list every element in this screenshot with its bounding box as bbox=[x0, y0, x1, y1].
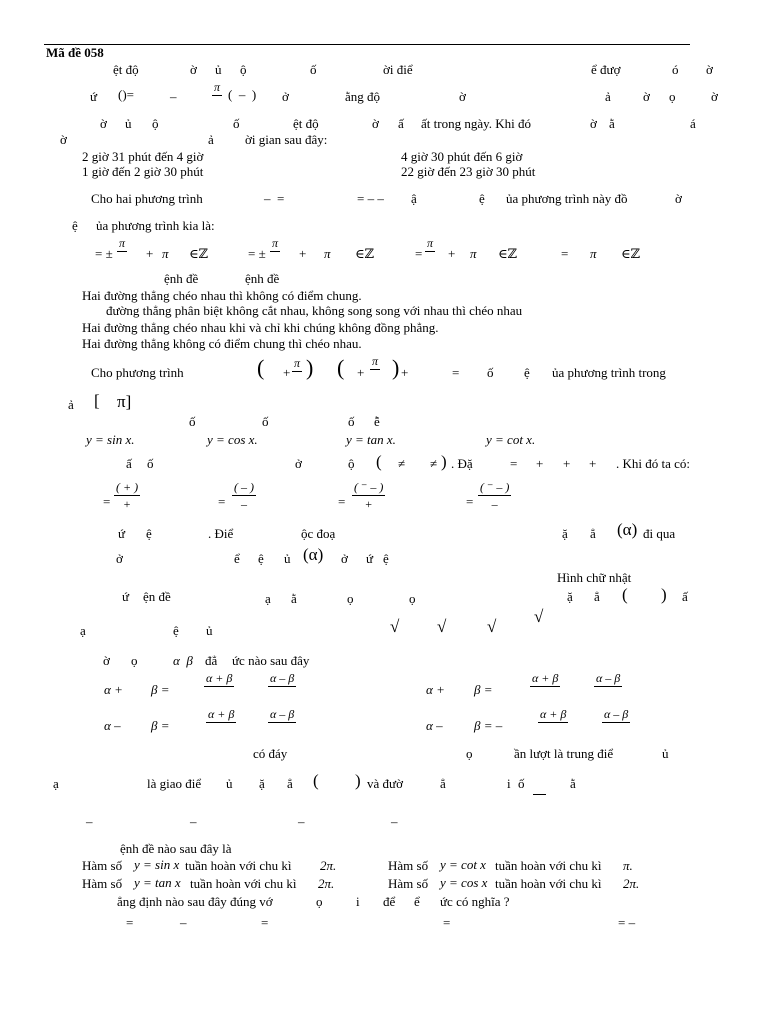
text-fragment: đi qua bbox=[643, 526, 676, 541]
fraction-bar bbox=[270, 251, 280, 252]
text-fragment: ứ bbox=[118, 526, 126, 541]
text-fragment: ở bbox=[295, 456, 302, 471]
fraction-numerator: ( ⁻ – ) bbox=[480, 480, 510, 494]
text-fragment: α – bbox=[426, 718, 443, 733]
text-fragment: ệ bbox=[258, 551, 264, 566]
text-fragment: Cho hai phương trình bbox=[91, 191, 203, 206]
text-fragment: ủ bbox=[125, 116, 132, 131]
fraction-denominator bbox=[550, 725, 557, 737]
fraction bbox=[533, 780, 546, 809]
text-fragment: ộ bbox=[348, 456, 355, 471]
text-fragment: ằ bbox=[570, 776, 576, 791]
fraction bbox=[352, 481, 385, 510]
text-fragment: ể bbox=[414, 894, 420, 909]
text-fragment: + bbox=[563, 456, 571, 471]
text-fragment: ủ bbox=[284, 551, 291, 566]
text-fragment: ời gian sau đây: bbox=[245, 132, 328, 147]
text-fragment: 2π. bbox=[623, 876, 640, 891]
text-fragment: ạ bbox=[265, 591, 271, 606]
text-fragment: Hàm số bbox=[82, 858, 123, 873]
text-fragment: là giao điể bbox=[147, 776, 202, 791]
text-fragment: ọ bbox=[409, 591, 416, 606]
text-fragment: ứ bbox=[366, 551, 374, 566]
text-fragment: ố bbox=[233, 116, 240, 131]
fraction-bar bbox=[114, 495, 140, 496]
text-fragment: ệ bbox=[146, 526, 152, 541]
text-fragment: + bbox=[283, 365, 291, 380]
text-fragment: Hàm số bbox=[388, 876, 429, 891]
text-fragment: ện đề bbox=[143, 589, 171, 604]
text-fragment: ộc đoạ bbox=[301, 526, 336, 541]
fraction bbox=[204, 672, 234, 701]
fraction-bar bbox=[268, 686, 296, 687]
math-symbol: ) bbox=[441, 452, 447, 471]
header-rule bbox=[44, 44, 690, 45]
text-fragment: β = bbox=[151, 682, 170, 697]
text-fragment: – bbox=[180, 915, 187, 930]
text-fragment: ệt độ bbox=[113, 62, 139, 77]
text-fragment: ờ bbox=[60, 132, 67, 147]
math-symbol: √ bbox=[534, 607, 544, 626]
text-fragment: ủa phương trình này đồ bbox=[506, 191, 628, 206]
text-fragment: y = sin x. bbox=[86, 432, 135, 447]
fraction-bar bbox=[594, 686, 622, 687]
math-symbol: ) bbox=[355, 771, 361, 790]
text-fragment: π bbox=[590, 246, 597, 261]
fraction bbox=[117, 237, 127, 266]
text-fragment: ờ bbox=[103, 653, 110, 668]
text-fragment: + bbox=[536, 456, 544, 471]
math-symbol: ( bbox=[337, 355, 345, 380]
fraction-denominator: + bbox=[365, 497, 373, 511]
text-fragment: á bbox=[690, 116, 696, 131]
text-fragment: ủ bbox=[226, 776, 233, 791]
text-fragment: ệnh đề nào sau đây là bbox=[120, 841, 232, 856]
text-fragment: = bbox=[338, 494, 346, 509]
text-fragment: Hai đường thẳng không có điểm chung thì chéo nhau. bbox=[82, 336, 362, 351]
text-fragment: = bbox=[126, 915, 134, 930]
fraction bbox=[370, 355, 380, 384]
fraction-numerator: α + β bbox=[532, 671, 559, 685]
text-fragment: ở bbox=[116, 551, 123, 566]
text-fragment: β = bbox=[151, 718, 170, 733]
fraction-denominator bbox=[427, 254, 434, 266]
text-fragment: 22 giờ đến 23 giờ 30 phút bbox=[401, 164, 536, 179]
text-fragment: ( – ) bbox=[228, 87, 257, 102]
fraction-bar bbox=[370, 369, 380, 370]
text-fragment: ẳ bbox=[287, 776, 293, 791]
text-fragment: Hàm số bbox=[388, 858, 429, 873]
text-fragment: ẳ bbox=[590, 526, 596, 541]
text-fragment: ∈ℤ bbox=[355, 246, 375, 261]
fraction-numerator: α – β bbox=[604, 707, 629, 721]
text-fragment: = bbox=[561, 246, 569, 261]
text-fragment: có đáy bbox=[253, 746, 288, 761]
text-fragment: ≠ bbox=[398, 456, 406, 471]
text-fragment: ủa phương trình kia là: bbox=[96, 218, 215, 233]
fraction-denominator bbox=[294, 374, 301, 386]
fraction-bar bbox=[117, 251, 127, 252]
text-fragment: ờ bbox=[711, 89, 718, 104]
text-fragment: ệt độ bbox=[293, 116, 319, 131]
text-fragment: y = cot x. bbox=[486, 432, 536, 447]
fraction bbox=[212, 81, 222, 110]
fraction-numerator: π bbox=[119, 236, 126, 250]
text-fragment: y = tan x bbox=[134, 875, 181, 890]
text-fragment: tuần hoàn với chu kì bbox=[185, 858, 292, 873]
fraction-bar bbox=[352, 495, 385, 496]
fraction-denominator bbox=[613, 725, 620, 737]
text-fragment: Cho phương trình bbox=[91, 365, 184, 380]
fraction-denominator bbox=[216, 689, 223, 701]
fraction-denominator bbox=[536, 797, 543, 809]
text-fragment: ố bbox=[310, 62, 317, 77]
fraction-numerator: ( ⁻ – ) bbox=[354, 480, 384, 494]
math-symbol: π] bbox=[117, 392, 132, 411]
fraction-bar bbox=[425, 251, 435, 252]
math-symbol: (α) bbox=[617, 520, 638, 539]
text-fragment: ả bbox=[208, 132, 214, 147]
text-fragment: 1 giờ đến 2 giờ 30 phút bbox=[82, 164, 204, 179]
text-fragment: ấ bbox=[682, 589, 688, 604]
text-fragment: ộ bbox=[240, 62, 247, 77]
text-fragment: = bbox=[510, 456, 518, 471]
text-fragment: Hình chữ nhật bbox=[557, 570, 632, 585]
text-fragment: ờ bbox=[372, 116, 379, 131]
text-fragment: 2π. bbox=[320, 858, 337, 873]
fraction-numerator: π bbox=[372, 354, 379, 368]
text-fragment: y = tan x. bbox=[346, 432, 396, 447]
text-fragment: ấ bbox=[126, 456, 132, 471]
fraction-denominator bbox=[542, 689, 549, 701]
math-symbol: √ bbox=[437, 617, 447, 636]
text-fragment: = – – bbox=[357, 191, 384, 206]
text-fragment: ≠ bbox=[430, 456, 438, 471]
fraction-denominator bbox=[605, 689, 612, 701]
fraction-bar bbox=[533, 794, 546, 795]
fraction bbox=[270, 237, 280, 266]
text-fragment: ẳng định nào sau đây đúng vớ bbox=[117, 894, 273, 909]
exam-code: Mã đề 058 bbox=[46, 45, 104, 60]
text-fragment: ức nào sau đây bbox=[232, 653, 310, 668]
text-fragment: ời điể bbox=[383, 62, 413, 77]
text-fragment: = bbox=[415, 246, 423, 261]
text-fragment: i bbox=[507, 776, 511, 791]
text-fragment: = bbox=[103, 494, 111, 509]
text-fragment: ủa phương trình trong bbox=[552, 365, 666, 380]
text-fragment: đường thẳng phân biệt không cắt nhau, không song song với nhau thì chéo nhau bbox=[106, 303, 523, 318]
text-fragment: = bbox=[261, 915, 269, 930]
math-symbol: ( bbox=[376, 452, 382, 471]
fraction bbox=[268, 672, 296, 701]
text-fragment: ọ bbox=[131, 653, 138, 668]
text-fragment: ố bbox=[262, 414, 269, 429]
text-fragment: ố bbox=[487, 365, 494, 380]
fraction bbox=[268, 708, 296, 737]
fraction bbox=[602, 708, 630, 737]
text-fragment: ọ bbox=[347, 591, 354, 606]
text-fragment: β = bbox=[474, 682, 493, 697]
text-fragment: α – bbox=[104, 718, 121, 733]
text-fragment: ất trong ngày. Khi đó bbox=[421, 116, 531, 131]
math-symbol: √ bbox=[390, 617, 400, 636]
text-fragment: ()= bbox=[118, 87, 134, 102]
fraction-denominator bbox=[214, 98, 221, 110]
text-fragment: α + bbox=[104, 682, 123, 697]
text-fragment: ố bbox=[147, 456, 154, 471]
text-fragment: i bbox=[356, 894, 360, 909]
text-fragment: 2 giờ 31 phút đến 4 giờ bbox=[82, 149, 204, 164]
math-symbol: [ bbox=[94, 391, 100, 410]
text-fragment: ở bbox=[282, 89, 289, 104]
text-fragment: ệ bbox=[479, 191, 485, 206]
text-fragment: + bbox=[589, 456, 597, 471]
math-symbol: ( bbox=[313, 771, 319, 790]
text-fragment: ằng độ bbox=[345, 89, 381, 104]
text-fragment: ễ bbox=[374, 414, 380, 429]
text-fragment: ả bbox=[68, 397, 74, 412]
text-fragment: 4 giờ 30 phút đến 6 giờ bbox=[401, 149, 523, 164]
text-fragment: π bbox=[324, 246, 331, 261]
fraction-denominator: – bbox=[241, 497, 247, 511]
fraction-numerator: ( + ) bbox=[116, 480, 139, 494]
math-symbol: ( bbox=[622, 585, 628, 604]
text-fragment: ∈ℤ bbox=[189, 246, 209, 261]
text-fragment: ờ bbox=[675, 191, 682, 206]
fraction-bar bbox=[538, 722, 568, 723]
text-fragment: π. bbox=[623, 858, 633, 873]
text-fragment: ậ bbox=[411, 191, 417, 206]
text-fragment: ần lượt là trung điể bbox=[514, 746, 614, 761]
text-fragment: – bbox=[86, 814, 93, 829]
fraction bbox=[425, 237, 435, 266]
text-fragment: ủ bbox=[662, 746, 669, 761]
fraction-bar bbox=[268, 722, 296, 723]
text-fragment: ặ bbox=[567, 589, 573, 604]
fraction-bar bbox=[530, 686, 560, 687]
fraction-denominator bbox=[279, 689, 286, 701]
text-fragment: ứ bbox=[122, 589, 130, 604]
text-fragment: ức có nghĩa ? bbox=[440, 894, 510, 909]
fraction bbox=[206, 708, 236, 737]
fraction-bar bbox=[206, 722, 236, 723]
text-fragment: = bbox=[443, 915, 451, 930]
fraction-bar bbox=[478, 495, 511, 496]
text-fragment: + bbox=[146, 246, 154, 261]
text-fragment: α β bbox=[173, 653, 193, 668]
fraction-denominator bbox=[119, 254, 126, 266]
text-fragment: ờ bbox=[100, 116, 107, 131]
text-fragment: ệ bbox=[72, 218, 78, 233]
text-fragment: ặ bbox=[562, 526, 568, 541]
text-fragment: ờ bbox=[190, 62, 197, 77]
fraction-numerator: α – β bbox=[270, 671, 295, 685]
fraction-numerator: α + β bbox=[208, 707, 235, 721]
text-fragment: ệnh đề bbox=[245, 271, 280, 286]
fraction-numerator: α + β bbox=[540, 707, 567, 721]
text-fragment: ạ bbox=[53, 776, 59, 791]
text-fragment: ố bbox=[348, 414, 355, 429]
text-fragment: ờ bbox=[590, 116, 597, 131]
text-fragment: . Khi đó ta có: bbox=[616, 456, 691, 471]
fraction-denominator bbox=[279, 725, 286, 737]
text-fragment: ặ bbox=[259, 776, 265, 791]
math-symbol: ) bbox=[306, 355, 314, 380]
fraction-denominator bbox=[372, 372, 379, 384]
text-fragment: để bbox=[383, 894, 396, 909]
text-fragment: y = sin x bbox=[134, 857, 180, 872]
fraction-denominator bbox=[218, 725, 225, 737]
fraction-numerator: α – β bbox=[596, 671, 621, 685]
text-fragment: ệ bbox=[173, 623, 179, 638]
text-fragment: ủ bbox=[206, 623, 213, 638]
fraction-numerator: ( – ) bbox=[234, 480, 254, 494]
fraction-numerator: π bbox=[272, 236, 279, 250]
text-fragment: tuần hoàn với chu kì bbox=[495, 876, 602, 891]
text-fragment: ể bbox=[234, 551, 240, 566]
text-fragment: – bbox=[170, 89, 177, 104]
text-fragment: ệ bbox=[383, 551, 389, 566]
text-fragment: tuần hoàn với chu kì bbox=[495, 858, 602, 873]
text-fragment: ọ bbox=[669, 89, 676, 104]
text-fragment: 2π. bbox=[318, 876, 335, 891]
text-fragment: ằ bbox=[291, 591, 297, 606]
text-fragment: ờ bbox=[643, 89, 650, 104]
fraction bbox=[292, 357, 302, 386]
text-fragment: = ± bbox=[248, 246, 266, 261]
text-fragment: ạ bbox=[80, 623, 86, 638]
text-fragment: y = cos x. bbox=[207, 432, 258, 447]
text-fragment: y = cot x bbox=[440, 857, 486, 872]
text-fragment: . Đặ bbox=[451, 456, 473, 471]
fraction-numerator: π bbox=[294, 356, 301, 370]
text-fragment: π bbox=[470, 246, 477, 261]
text-fragment: ờ bbox=[706, 62, 713, 77]
text-fragment: ả bbox=[605, 89, 611, 104]
text-fragment: – bbox=[298, 814, 305, 829]
fraction bbox=[538, 708, 568, 737]
text-fragment: + bbox=[401, 365, 409, 380]
text-fragment: = ± bbox=[95, 246, 113, 261]
math-symbol: (α) bbox=[303, 545, 324, 564]
text-fragment: Hàm số bbox=[82, 876, 123, 891]
math-symbol: ) bbox=[392, 355, 400, 380]
text-fragment: ờ bbox=[459, 89, 466, 104]
fraction-bar bbox=[602, 722, 630, 723]
text-fragment: ọ bbox=[316, 894, 323, 909]
fraction-denominator: – bbox=[491, 497, 498, 511]
fraction bbox=[530, 672, 560, 701]
fraction-numerator: α – β bbox=[270, 707, 295, 721]
fraction-bar bbox=[232, 495, 256, 496]
text-fragment: ệ bbox=[524, 365, 530, 380]
fraction-denominator: + bbox=[123, 497, 131, 511]
text-fragment: ∈ℤ bbox=[621, 246, 641, 261]
math-symbol: √ bbox=[487, 617, 497, 636]
text-fragment: ọ bbox=[466, 746, 473, 761]
text-fragment: ố bbox=[189, 414, 196, 429]
fraction-bar bbox=[204, 686, 234, 687]
text-fragment: ố bbox=[518, 776, 525, 791]
text-fragment: ứ bbox=[90, 89, 98, 104]
text-fragment: + bbox=[448, 246, 456, 261]
text-fragment: – = bbox=[264, 191, 285, 206]
text-fragment: ể đượ bbox=[591, 62, 621, 77]
text-fragment: = bbox=[452, 365, 460, 380]
fraction-bar bbox=[212, 95, 222, 96]
text-fragment: ẳ bbox=[440, 776, 446, 791]
fraction-numerator: α + β bbox=[206, 671, 233, 685]
math-symbol: ( bbox=[257, 355, 265, 380]
text-fragment: ệnh đề bbox=[164, 271, 199, 286]
fraction bbox=[594, 672, 622, 701]
text-fragment: . Điể bbox=[208, 526, 234, 541]
text-fragment: π bbox=[162, 246, 169, 261]
fraction-bar bbox=[292, 371, 302, 372]
text-fragment: ó bbox=[672, 62, 679, 77]
text-fragment: ẳ bbox=[594, 589, 600, 604]
text-fragment: ở bbox=[341, 551, 348, 566]
fraction bbox=[114, 481, 140, 510]
text-fragment: Hai đường thẳng chéo nhau thì không có điểm chung. bbox=[82, 288, 362, 303]
text-fragment: β = – bbox=[474, 718, 503, 733]
fraction-denominator bbox=[272, 254, 279, 266]
text-fragment: tuần hoàn với chu kì bbox=[190, 876, 297, 891]
fraction-numerator bbox=[533, 780, 546, 792]
fraction-numerator: π bbox=[214, 80, 221, 94]
text-fragment: đẳ bbox=[205, 653, 218, 668]
text-fragment: = – bbox=[618, 915, 636, 930]
text-fragment: α + bbox=[426, 682, 445, 697]
text-fragment: – bbox=[391, 814, 398, 829]
text-fragment: ấ bbox=[398, 116, 404, 131]
text-fragment: – bbox=[190, 814, 197, 829]
fraction-numerator: π bbox=[427, 236, 434, 250]
math-symbol: ) bbox=[661, 585, 667, 604]
text-fragment: Hai đường thẳng chéo nhau khi và chỉ khi chúng không đồng phẳng. bbox=[82, 320, 439, 335]
text-fragment: + bbox=[357, 365, 365, 380]
text-fragment: + bbox=[299, 246, 307, 261]
fraction bbox=[478, 481, 511, 510]
text-fragment: và đườ bbox=[367, 776, 403, 791]
text-fragment: = bbox=[466, 494, 474, 509]
text-fragment: ủ bbox=[215, 62, 222, 77]
text-fragment: y = cos x bbox=[440, 875, 488, 890]
text-fragment: ∈ℤ bbox=[498, 246, 518, 261]
text-fragment: ằ bbox=[609, 116, 615, 131]
fraction bbox=[232, 481, 256, 510]
text-fragment: ộ bbox=[152, 116, 159, 131]
text-fragment: = bbox=[218, 494, 226, 509]
